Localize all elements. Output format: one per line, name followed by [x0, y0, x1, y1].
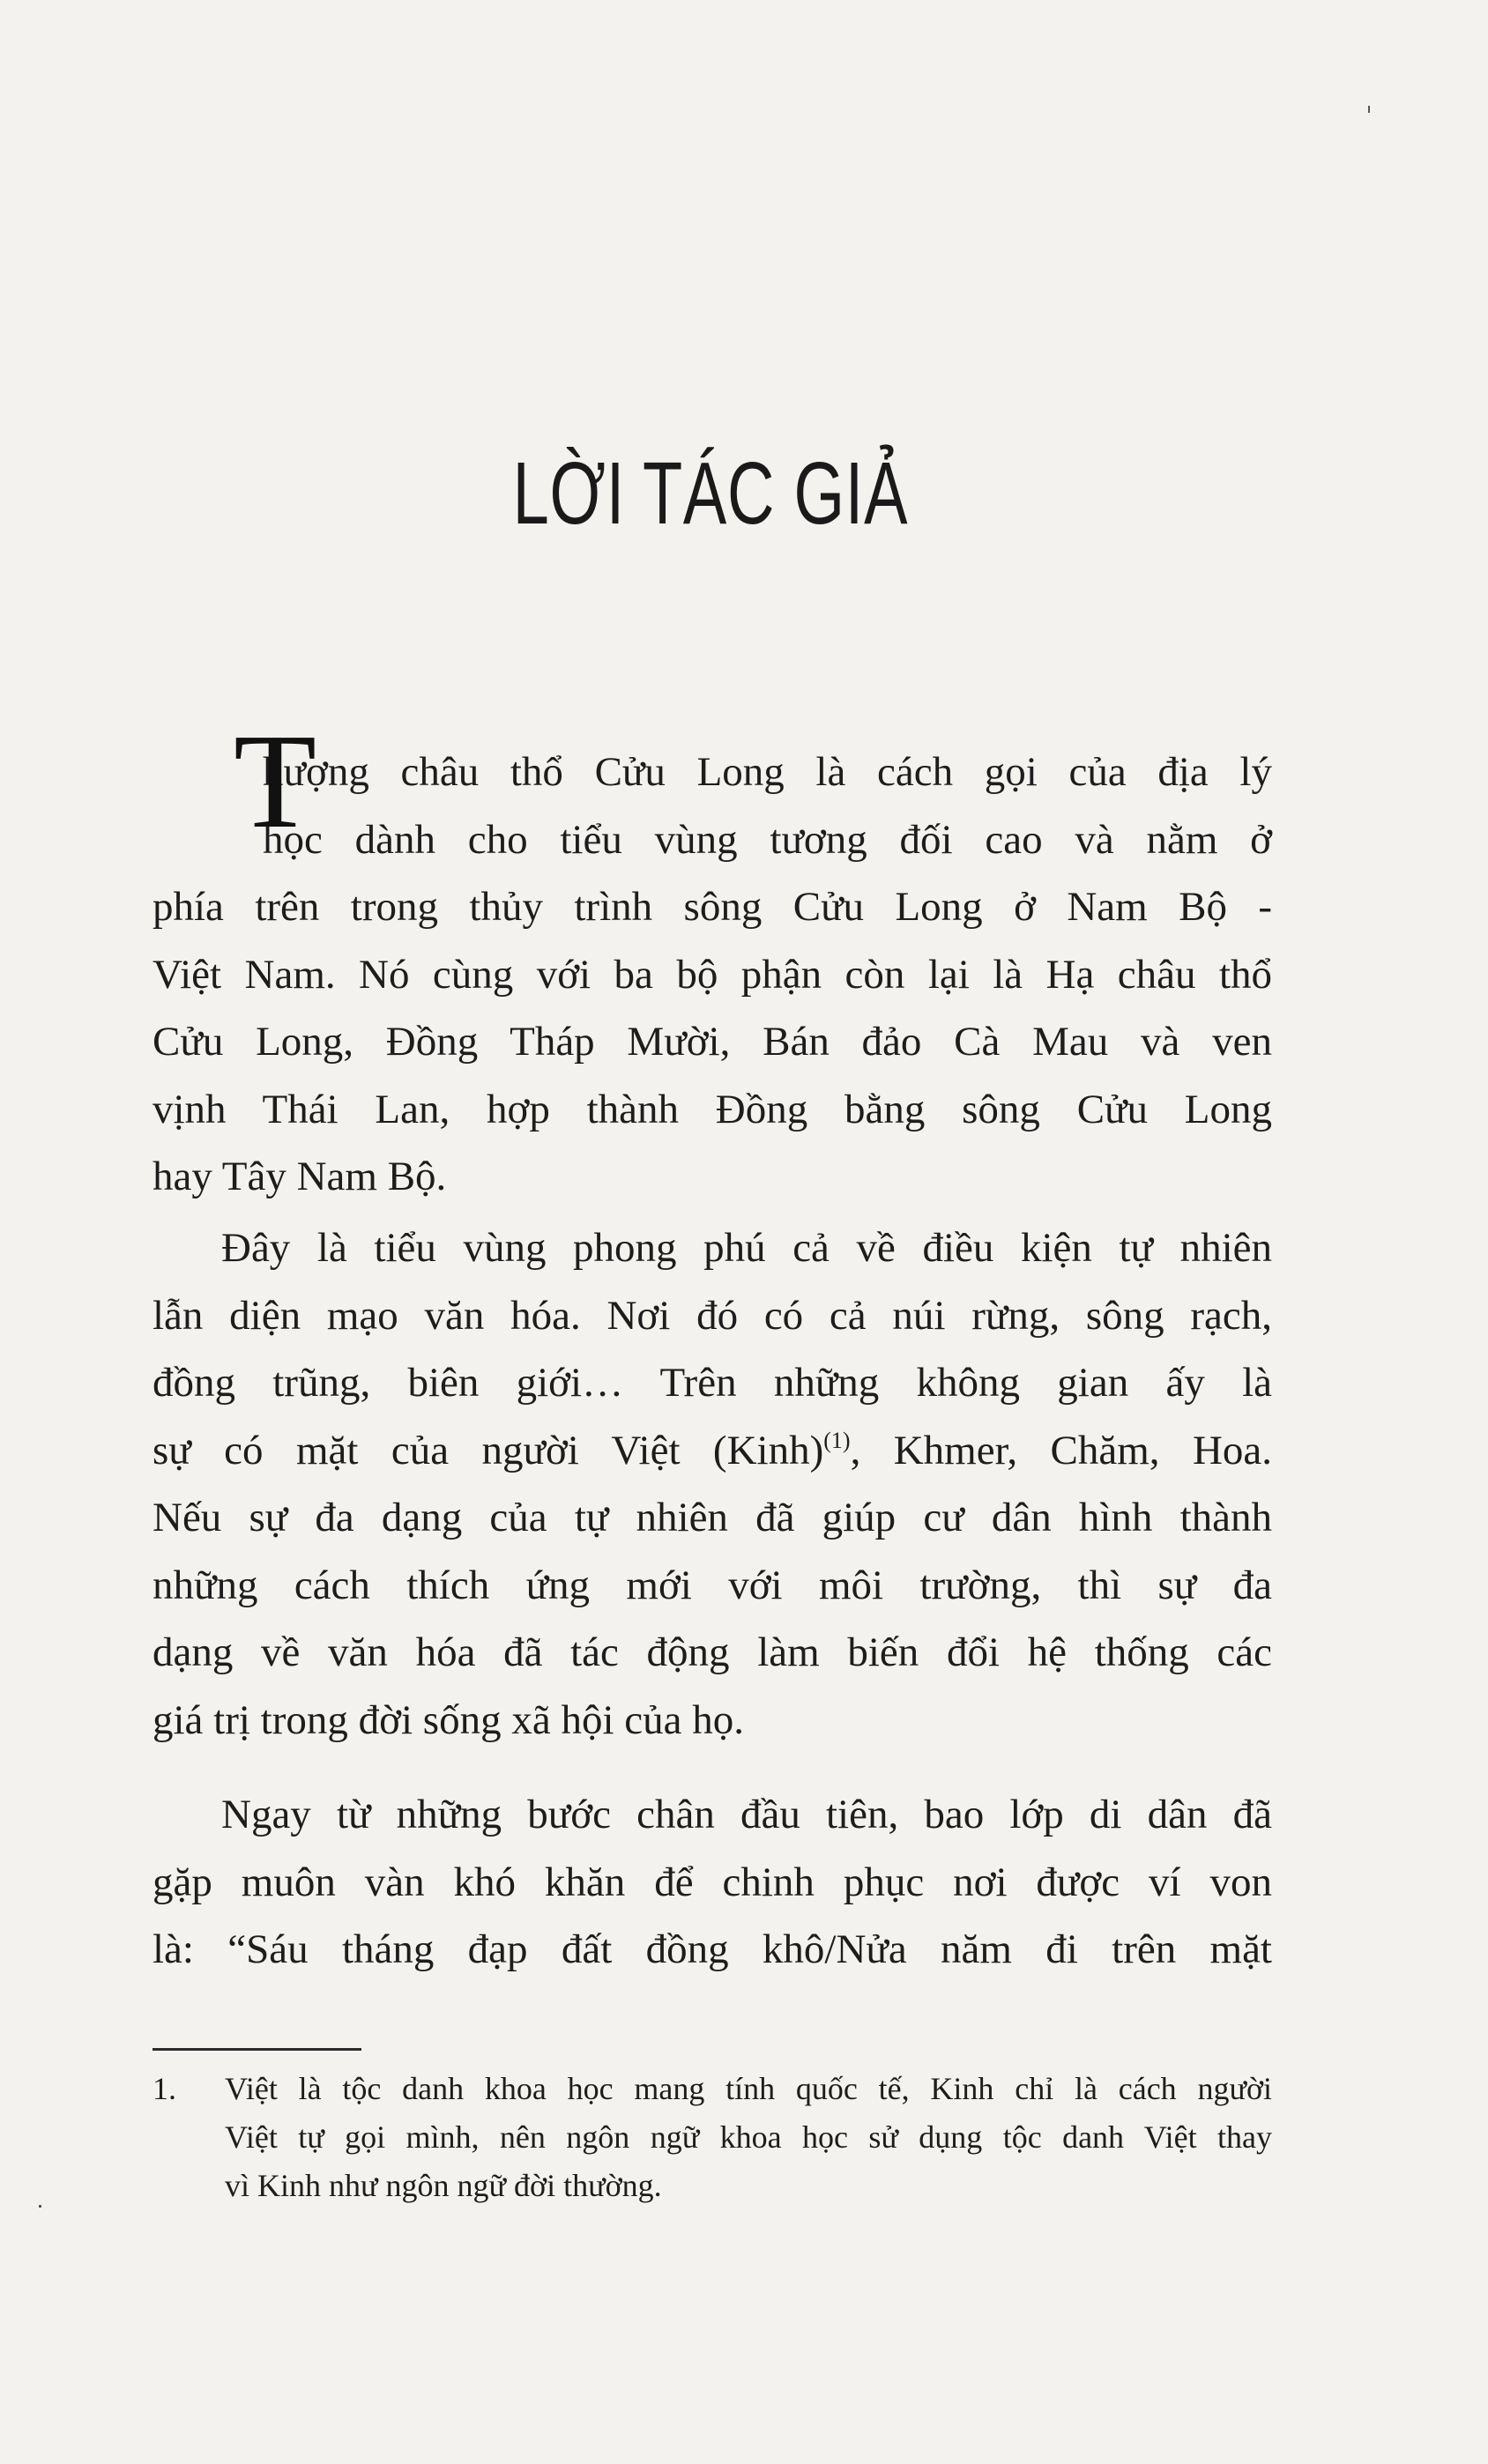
- text-line: Cửu Long, Đồng Tháp Mười, Bán đảo Cà Mau và ven: [153, 1019, 1272, 1065]
- scan-speck: [1368, 106, 1370, 113]
- footnote-number: 1.: [153, 2071, 176, 2106]
- text-line: hay Tây Nam Bộ.: [153, 1154, 447, 1199]
- text-line: lẫn diện mạo văn hóa. Nơi đó có cả núi rừng, sông rạch,: [153, 1292, 1272, 1339]
- text-line: Đây là tiểu vùng phong phú cả về điều kiện tự nhiên: [221, 1225, 1272, 1271]
- text-line: vịnh Thái Lan, hợp thành Đồng bằng sông Cửu Long: [153, 1086, 1272, 1132]
- footnote-line: vì Kinh như ngôn ngữ đời thường.: [225, 2168, 662, 2203]
- paragraph-1: [153, 707, 1272, 1211]
- text-line: giá trị trong đời sống xã hội của họ.: [153, 1696, 744, 1743]
- footnote-ref[interactable]: (1): [823, 1427, 851, 1453]
- text-line: Ngay từ những bước chân đầu tiên, bao lớp di dân đã: [221, 1792, 1272, 1837]
- text-line: là: “Sáu tháng đạp đất đồng khô/Nửa năm đi trên mặt: [153, 1926, 1272, 1972]
- paragraph-2: [153, 1214, 1272, 1754]
- text-line: phía trên trong thủy trình sông Cửu Long ở Nam Bộ -: [153, 884, 1272, 930]
- text-segment: , Khmer, Chăm, Hoa.: [850, 1427, 1272, 1473]
- text-line: gặp muôn vàn khó khăn để chinh phục nơi được ví von: [153, 1859, 1272, 1905]
- footnote-line: Việt là tộc danh khoa học mang tính quốc tế, Kinh chỉ là cách người: [225, 2071, 1272, 2106]
- footnote-line: Việt tự gọi mình, nên ngôn ngữ khoa học sử dụng tộc danh Việt thay: [225, 2119, 1272, 2155]
- paragraph-3: [153, 1781, 1272, 1984]
- text-line: học dành cho tiểu vùng tương đối cao và nằm ở: [263, 816, 1272, 863]
- text-line: những cách thích ứng mới với môi trường, thì sự đa: [153, 1562, 1272, 1608]
- text-line: đồng trũng, biên giới… Trên những không gian ấy là: [153, 1360, 1272, 1406]
- scan-speck: [39, 2205, 41, 2208]
- text-line: dạng về văn hóa đã tác động làm biến đổi hệ thống các: [153, 1629, 1272, 1675]
- text-line: Nếu sự đa dạng của tự nhiên đã giúp cư dân hình thành: [153, 1495, 1272, 1540]
- text-line: [153, 1417, 1272, 1485]
- text-line: Việt Nam. Nó cùng với ba bộ phận còn lại là Hạ châu thổ: [153, 951, 1272, 998]
- footnote-divider: [153, 2048, 361, 2051]
- page-title: LỜI TÁC GIẢ: [512, 444, 909, 543]
- text-line: hượng châu thổ Cửu Long là cách gọi của địa lý: [263, 749, 1272, 795]
- drop-cap: T: [234, 707, 317, 857]
- text-segment: sự có mặt của người Việt (Kinh): [153, 1427, 824, 1473]
